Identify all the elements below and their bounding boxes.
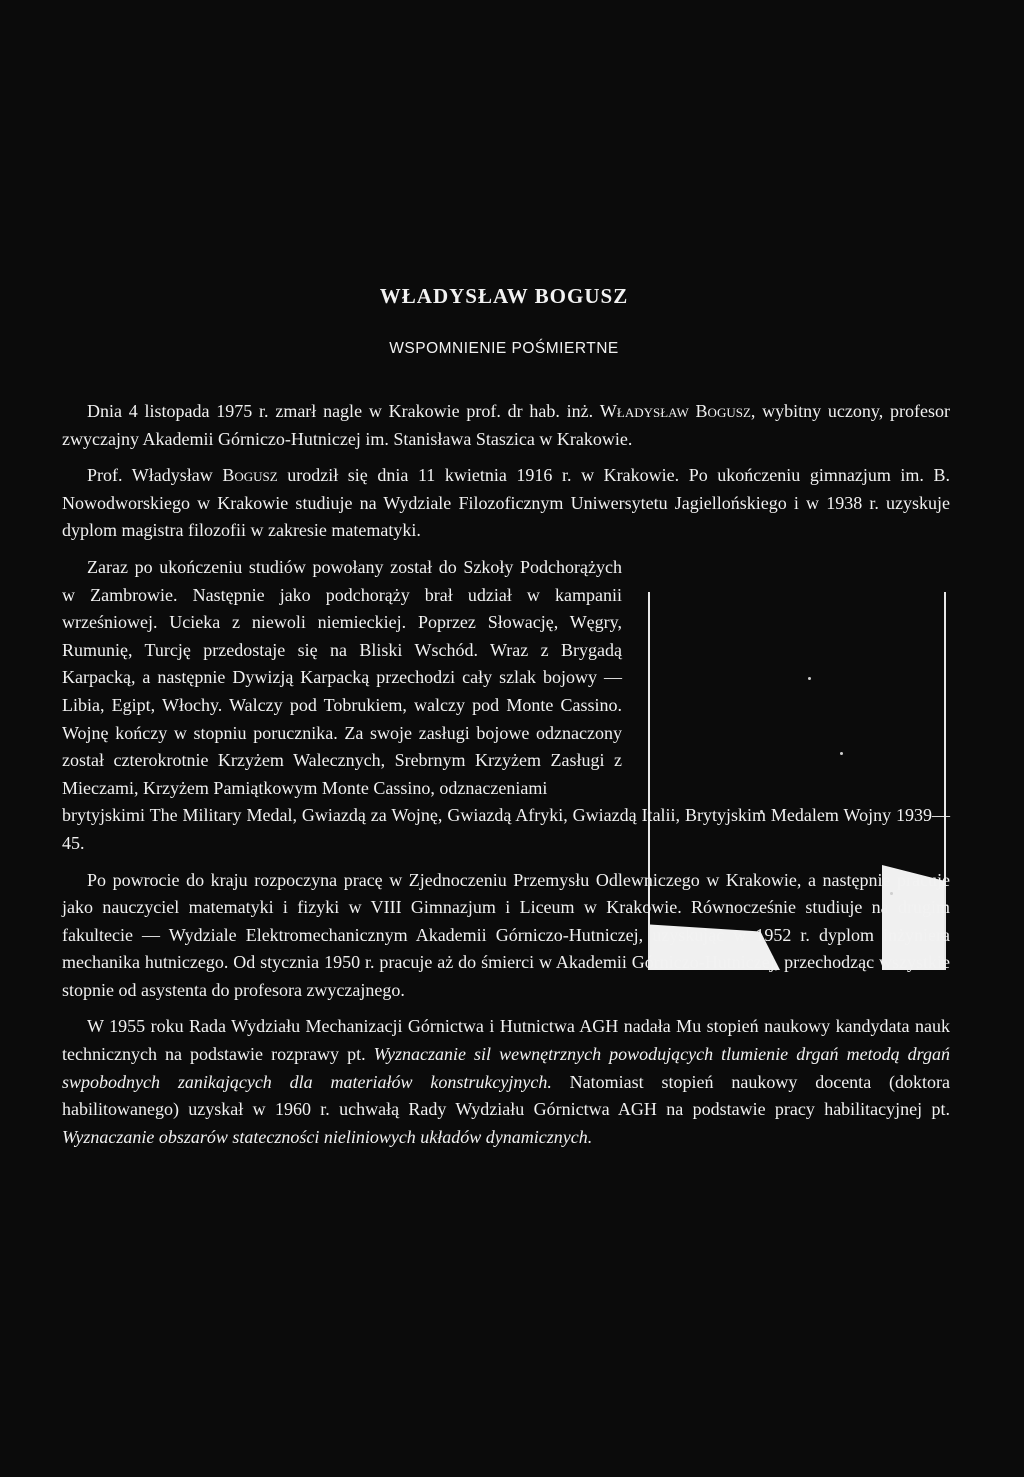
page-title: WŁADYSŁAW BOGUSZ <box>379 284 629 308</box>
paragraph-3: Zaraz po ukończeniu studiów powołany został do Szkoły Podchorążych w Zambrowie. Następnie jako podchorąży brał udział w kampanii wrześniowej. Ucieka z niewoli niemieckiej. Poprzez Słowację, Węgry, Rumunię, Turcję przedostaje się na Bliski Wschód. Wraz z Brygadą Karpacką, a następnie Dywizją Karpacką przechodzi cały szlak bojowy — Libia, Egipt, Włochy. Walczy pod Tobrukiem, walczy pod Monte Cassino. Wojnę kończy w stopniu porucznika. Za swoje zasługi bojowe odznaczony został czterokrotnie Krzyżem Walecznych, Srebrnym Krzyżem Zasługi z Mieczami, Krzyżem Pamiątkowym Monte Cassino, odznaczeniami <box>62 556 622 798</box>
paragraph-2-text-a: Prof. Władysław <box>87 465 223 486</box>
paragraph-2 <box>62 462 950 545</box>
paragraph-5-text-a: W 1955 roku Rada Wydziału Mechanizacji Górnictwa i Hutnictwa AGH nadała Mu stopień naukowy kandydata nauk technicznych na podstawie rozprawy pt. <box>62 1016 950 1065</box>
thesis-title-2: Wyznaczanie obszarów stateczności nieliniowych układów dynamicznych. <box>62 1126 593 1147</box>
paragraph-1-text-a: Dnia 4 listopada 1975 r. zmarł nagle w Krakowie prof. dr hab. inż. <box>87 401 600 421</box>
paragraph-3-tail: brytyjskimi The Military Medal, Gwiazdą za Wojnę, Gwiazdą Afryki, Gwiazdą Italii, Brytyjskim Medalem Wojny 1939—45. <box>62 805 950 853</box>
paragraph-5 <box>62 1013 950 1151</box>
wrapped-column <box>62 554 622 802</box>
paragraph-1-text-b: , wybitny uczony, profesor zwyczajny Akademii Górniczo-Hutniczej im. Stanisława Staszica w Krakowie. <box>62 401 950 449</box>
page-subtitle: WSPOMNIENIE POŚMIERTNE <box>389 340 619 357</box>
author-name: Władysław Bogusz <box>599 401 751 421</box>
author-surname: Bogusz <box>222 465 278 486</box>
paragraph-4: Po powrocie do kraju rozpoczyna pracę w Zjednoczeniu Przemysłu Odlewniczego w Krakowie, a następnie pracuje jako nauczyciel matematyki i fizyki w VIII Gimnazjum i Liceum w Krakowie. Równocześnie studiuje na drugim fakultecie — Wydziale Elektromechanicznym Akademii Górniczo-Hutniczej, uzyskując w 1952 r. dyplom inżyniera mechanika hutniczego. Od stycznia 1950 r. pracuje aż do śmierci w Akademii Górniczo-Hutniczej, przechodząc wszystkie stopnie od asystenta do profesora zwyczajnego. <box>62 869 950 1000</box>
paragraph-5-text-b: Natomiast stopień naukowy docenta (doktora habilitowanego) uzyskał w 1960 r. uchwałą Rady Wydziału Górnictwa AGH na podstawie pracy habilitacyjnej pt. <box>62 1071 951 1120</box>
article-body <box>62 398 950 1160</box>
thesis-title-1: Wyznaczanie sil wewnętrznych powodujących tlumienie drgań metodą drgań swpobodnych zanikających dla materiałów konstrukcyjnych. <box>62 1044 950 1092</box>
paragraph-2-text-b: urodził się dnia 11 kwietnia 1916 r. w Krakowie. Po ukończeniu gimnazjum im. B. Nowodworskiego w Krakowie studiuje na Wydziale Filozoficznym Uniwersytetu Jagiellońskiego i w 1938 r. uzyskuje dyplom magistra filozofii w zakresie matematyki. <box>62 465 950 541</box>
paragraph-1 <box>62 398 950 453</box>
full-width-continuation <box>62 802 950 1151</box>
